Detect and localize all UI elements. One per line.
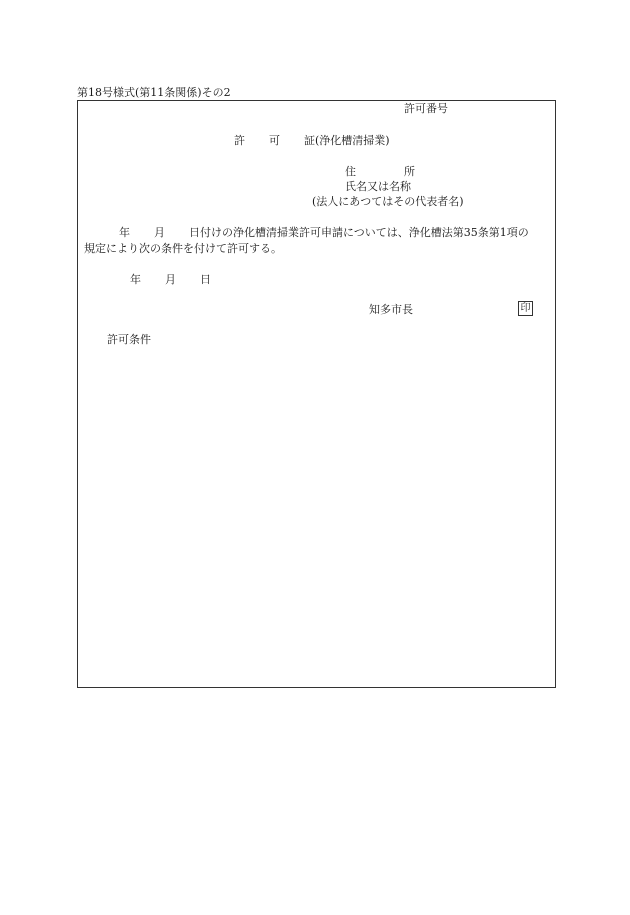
conditions-label: 許可条件 bbox=[107, 333, 151, 346]
form-caption: 第18号様式(第11条関係)その2 bbox=[77, 86, 231, 99]
document-title bbox=[234, 135, 390, 146]
body-year-unit: 年 bbox=[119, 226, 130, 239]
address-char-2: 所 bbox=[404, 165, 415, 178]
issue-year-unit: 年 bbox=[130, 273, 141, 286]
body-line1-rest: 日付けの浄化槽清掃業許可申請については、浄化槽法第35条第1項の bbox=[189, 226, 529, 239]
body-month-unit: 月 bbox=[154, 226, 165, 239]
representative-note: (法人にあつてはその代表者名) bbox=[312, 195, 464, 208]
issue-date bbox=[130, 274, 211, 285]
title-char-3: 証(浄化槽清掃業) bbox=[304, 134, 390, 147]
title-char-2: 可 bbox=[269, 134, 280, 147]
seal-stamp-box: 印 bbox=[518, 301, 533, 316]
issue-month-unit: 月 bbox=[165, 273, 176, 286]
body-text-line-2: 規定により次の条件を付けて許可する。 bbox=[84, 242, 282, 255]
address-char-1: 住 bbox=[345, 165, 356, 178]
permit-number-label: 許可番号 bbox=[404, 102, 448, 115]
name-label: 氏名又は名称 bbox=[345, 180, 411, 193]
document-frame bbox=[77, 100, 556, 688]
issue-day-unit: 日 bbox=[200, 273, 211, 286]
body-text-line-1 bbox=[119, 227, 529, 238]
title-char-1: 許 bbox=[234, 134, 245, 147]
issuer-title: 知多市長 bbox=[369, 303, 413, 316]
address-label bbox=[345, 166, 415, 177]
